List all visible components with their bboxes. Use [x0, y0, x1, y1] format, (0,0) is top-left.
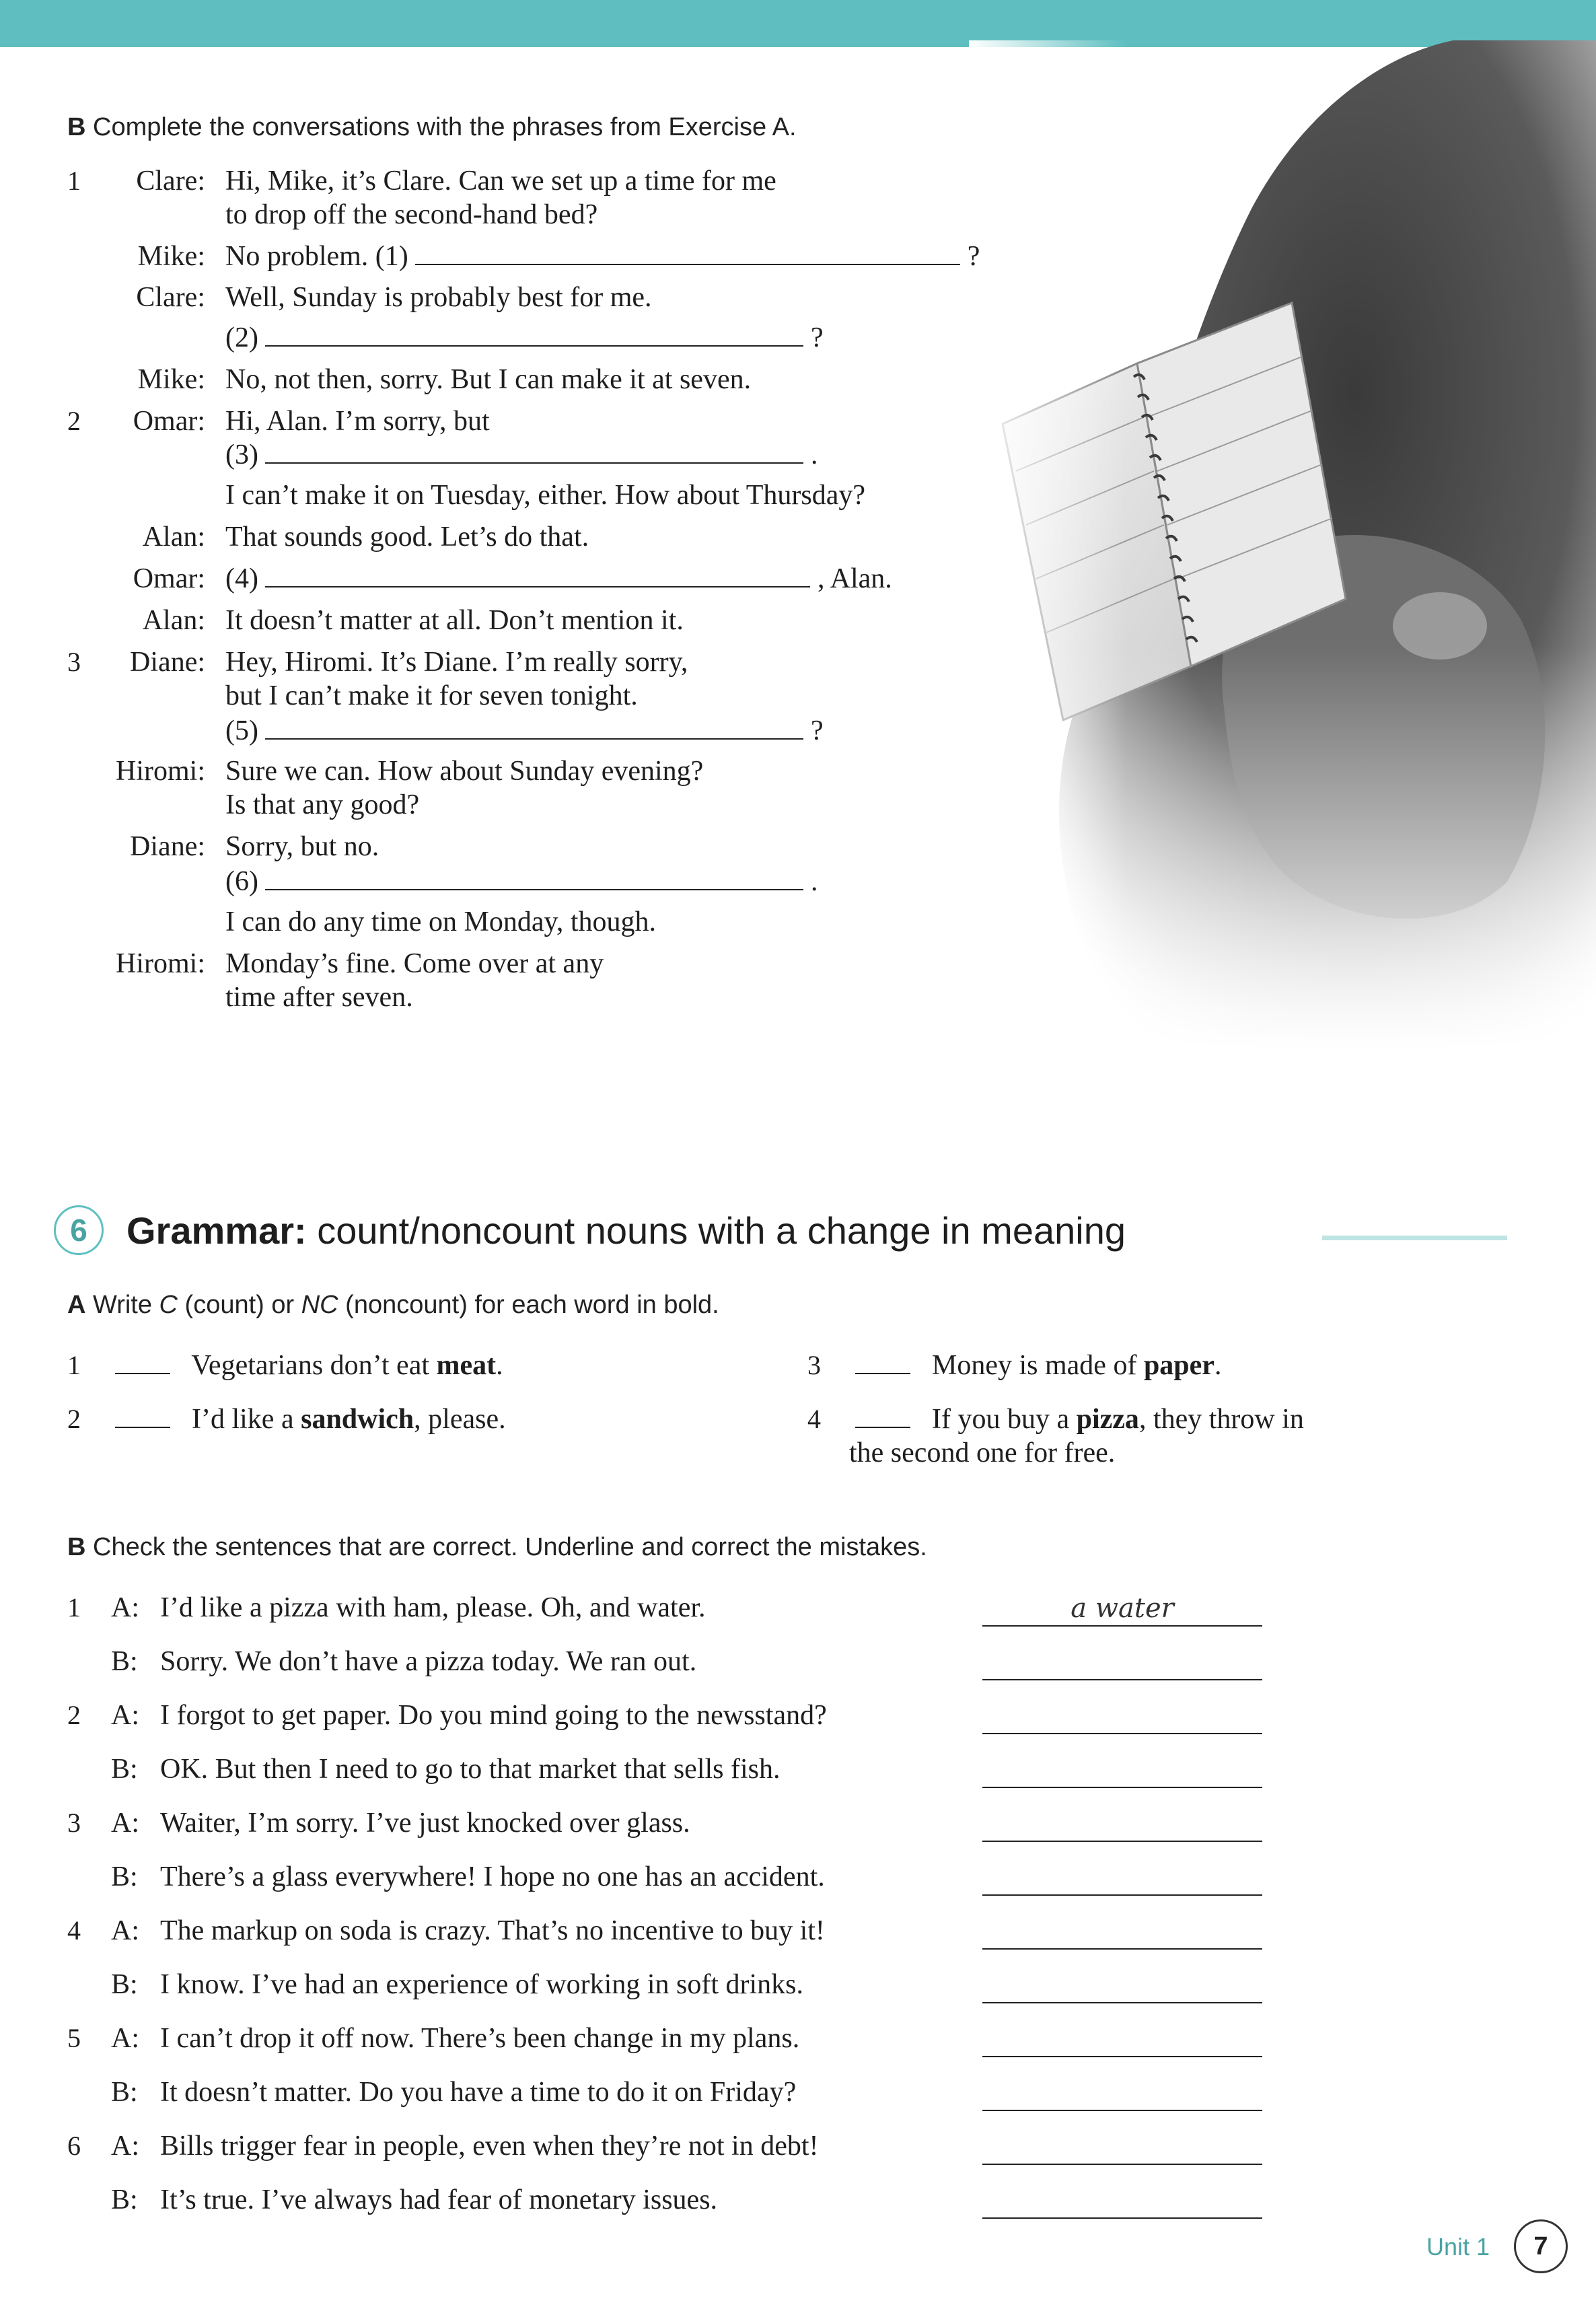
- speaker-label: Omar:: [133, 563, 205, 594]
- item-number: 2: [67, 1404, 81, 1434]
- correction-answer-line[interactable]: [982, 1625, 1262, 1627]
- dialogue-line-with-blank: [225, 715, 824, 747]
- exercise-a-letter: A: [67, 1291, 86, 1319]
- conversation-number: 1: [67, 166, 81, 196]
- dialogue-line-with-blank: [225, 240, 980, 273]
- blank-prefix: (2): [225, 322, 258, 353]
- speaker-label: B:: [111, 2077, 138, 2108]
- sentence-text: I can’t drop it off now. There’s been change in my plans.: [160, 2023, 800, 2054]
- page-number: 7: [1514, 2219, 1568, 2273]
- instruction-part: (count) or: [178, 1291, 301, 1319]
- cnc-blank-1[interactable]: [115, 1351, 170, 1374]
- sentence-text: I know. I’ve had an experience of working in soft drinks.: [160, 1969, 803, 2000]
- instruction-code-nc: NC: [301, 1291, 338, 1319]
- sentence-text: I’d like a pizza with ham, please. Oh, and water.: [160, 1592, 706, 1623]
- item-number: 5: [67, 2023, 81, 2053]
- item-text: Vegetarians don’t eat: [191, 1350, 437, 1381]
- speaker-label: Mike:: [137, 364, 205, 395]
- exercise-a-item: [807, 1403, 1304, 1435]
- sentence-text: It doesn’t matter. Do you have a time to do it on Friday?: [160, 2077, 797, 2108]
- item-number: 1: [67, 1592, 81, 1623]
- answer-blank-6[interactable]: [265, 867, 803, 890]
- section-title: [126, 1209, 1126, 1252]
- dialogue-line: No, not then, sorry. But I can make it at seven.: [225, 364, 752, 395]
- item-text: .: [496, 1350, 503, 1381]
- speaker-label: Alan:: [142, 605, 205, 636]
- exercise-b2-instruction: [67, 1533, 927, 1562]
- speaker-label: B:: [111, 1969, 138, 2000]
- item-text: , please.: [414, 1404, 506, 1435]
- speaker-label: A:: [111, 2023, 139, 2054]
- speaker-label: B:: [111, 1861, 138, 1892]
- speaker-label: Clare:: [136, 282, 205, 313]
- conversation-number: 2: [67, 406, 81, 436]
- blank-suffix: .: [810, 439, 818, 470]
- correction-answer-line[interactable]: [982, 2110, 1262, 2111]
- dialogue-line: Hi, Alan. I’m sorry, but: [225, 406, 490, 437]
- blank-suffix: ?: [810, 715, 824, 746]
- speaker-label: A:: [111, 2131, 139, 2162]
- dialogue-line-with-blank: [225, 563, 892, 595]
- speaker-label: A:: [111, 1915, 139, 1946]
- sentence-text: The markup on soda is crazy. That’s no incentive to buy it!: [160, 1915, 825, 1946]
- answer-blank-3[interactable]: [265, 441, 803, 464]
- dialogue-line: It doesn’t matter at all. Don’t mention it.: [225, 605, 684, 636]
- blank-suffix: ?: [967, 241, 980, 272]
- speaker-label: Alan:: [142, 522, 205, 553]
- item-number: 2: [67, 1700, 81, 1730]
- dialogue-line: Well, Sunday is probably best for me.: [225, 282, 652, 313]
- blank-prefix: No problem. (1): [225, 241, 408, 272]
- item-text: .: [1214, 1350, 1222, 1381]
- item-text: If you buy a: [932, 1404, 1077, 1435]
- answer-blank-1[interactable]: [415, 242, 960, 265]
- blank-prefix: (5): [225, 715, 258, 746]
- dialogue-line: Sorry, but no.: [225, 831, 379, 862]
- dialogue-line: time after seven.: [225, 982, 413, 1013]
- blank-prefix: (4): [225, 563, 258, 594]
- sentence-text: Sorry. We don’t have a pizza today. We ran out.: [160, 1646, 697, 1677]
- speaker-label: Omar:: [133, 406, 205, 437]
- instruction-part: (noncount) for each word in bold.: [338, 1291, 719, 1319]
- item-number: 6: [67, 2131, 81, 2161]
- speaker-label: Clare:: [136, 166, 205, 197]
- item-number: 3: [67, 1808, 81, 1838]
- exercise-a-item: [67, 1349, 503, 1382]
- item-number: 1: [67, 1350, 81, 1380]
- speaker-label: Diane:: [130, 831, 205, 862]
- section-title-bold: Grammar:: [126, 1209, 307, 1252]
- dialogue-line: I can do any time on Monday, though.: [225, 906, 656, 937]
- correction-answer-line[interactable]: [982, 1787, 1262, 1788]
- title-accent-rule: [1322, 1236, 1507, 1240]
- conversation-number: 3: [67, 647, 81, 677]
- instruction-code-c: C: [159, 1291, 178, 1319]
- instruction-part: Write: [93, 1291, 159, 1319]
- sentence-text: Bills trigger fear in people, even when they’re not in debt!: [160, 2131, 819, 2162]
- blank-suffix: .: [810, 866, 818, 897]
- item-number: 4: [807, 1404, 821, 1434]
- blank-suffix: , Alan.: [817, 563, 892, 594]
- cnc-blank-3[interactable]: [855, 1351, 910, 1374]
- correction-answer-line[interactable]: [982, 1679, 1262, 1680]
- speaker-label: B:: [111, 1646, 138, 1677]
- sentence-text: Waiter, I’m sorry. I’ve just knocked over glass.: [160, 1808, 690, 1839]
- exercise-b1-text: Complete the conversations with the phrases from Exercise A.: [93, 113, 797, 141]
- answer-blank-5[interactable]: [265, 717, 803, 740]
- exercise-a-item: [67, 1403, 506, 1435]
- speaker-label: Hiromi:: [116, 948, 205, 979]
- correction-answer-line[interactable]: [982, 1948, 1262, 1950]
- unit-label: Unit 1: [1426, 2233, 1490, 2260]
- item-bold-word: pizza: [1076, 1404, 1139, 1435]
- correction-answer-line[interactable]: [982, 1841, 1262, 1842]
- blank-suffix: ?: [810, 322, 824, 353]
- speaker-label: Hiromi:: [116, 756, 205, 787]
- item-text: I’d like a: [192, 1404, 301, 1435]
- answer-blank-2[interactable]: [265, 324, 803, 347]
- exercise-a-instruction: [67, 1291, 719, 1320]
- dialogue-line-with-blank: [225, 322, 824, 354]
- speaker-label: Mike:: [137, 241, 205, 272]
- planner-photo: [969, 40, 1596, 1050]
- item-bold-word: sandwich: [301, 1404, 414, 1435]
- item-number: 3: [807, 1350, 821, 1380]
- correction-answer-line[interactable]: [982, 1894, 1262, 1896]
- handwritten-answer: a water: [1071, 1593, 1174, 1624]
- item-bold-word: paper: [1143, 1350, 1214, 1381]
- sentence-text: There’s a glass everywhere! I hope no one has an accident.: [160, 1861, 825, 1892]
- sentence-text: OK. But then I need to go to that market that sells fish.: [160, 1754, 781, 1785]
- cnc-blank-4[interactable]: [855, 1405, 910, 1428]
- item-text-continued: the second one for free.: [849, 1437, 1116, 1468]
- item-number: 4: [67, 1915, 81, 1946]
- correction-answer-line[interactable]: [982, 2056, 1262, 2057]
- speaker-label: B:: [111, 1754, 138, 1785]
- sentence-text: It’s true. I’ve always had fear of monetary issues.: [160, 2184, 718, 2215]
- sentence-text: I forgot to get paper. Do you mind going to the newsstand?: [160, 1700, 827, 1731]
- speaker-label: Diane:: [130, 647, 205, 678]
- speaker-label: A:: [111, 1700, 139, 1731]
- section-title-rest: count/noncount nouns with a change in meaning: [306, 1209, 1126, 1252]
- speaker-label: A:: [111, 1808, 139, 1839]
- exercise-b2-letter: B: [67, 1533, 86, 1561]
- answer-blank-4[interactable]: [265, 565, 810, 587]
- dialogue-line: I can’t make it on Tuesday, either. How about Thursday?: [225, 480, 866, 511]
- dialogue-line: Monday’s fine. Come over at any: [225, 948, 604, 979]
- dialogue-line-with-blank: [225, 865, 818, 898]
- exercise-b2-text: Check the sentences that are correct. Underline and correct the mistakes.: [93, 1533, 927, 1561]
- dialogue-line: Sure we can. How about Sunday evening?: [225, 756, 704, 787]
- dialogue-line: Hi, Mike, it’s Clare. Can we set up a time for me: [225, 166, 776, 197]
- blank-prefix: (6): [225, 866, 258, 897]
- exercise-a-item: [807, 1349, 1221, 1382]
- dialogue-line: to drop off the second-hand bed?: [225, 199, 598, 230]
- correction-answer-line[interactable]: [982, 2002, 1262, 2003]
- exercise-b1-letter: B: [67, 113, 86, 141]
- correction-answer-line[interactable]: [982, 2164, 1262, 2165]
- dialogue-line: That sounds good. Let’s do that.: [225, 522, 589, 553]
- item-text: , they throw in: [1138, 1404, 1304, 1435]
- exercise-b1-instruction: [67, 113, 797, 142]
- dialogue-line: but I can’t make it for seven tonight.: [225, 680, 638, 711]
- dialogue-line: Hey, Hiromi. It’s Diane. I’m really sorry,: [225, 647, 688, 678]
- speaker-label: B:: [111, 2184, 138, 2215]
- dialogue-line-with-blank: [225, 439, 818, 471]
- item-text: Money is made of: [932, 1350, 1144, 1381]
- dialogue-line: Is that any good?: [225, 789, 420, 820]
- correction-answer-line[interactable]: [982, 2217, 1262, 2219]
- correction-answer-line[interactable]: [982, 1733, 1262, 1734]
- section-number-badge: 6: [54, 1205, 104, 1255]
- speaker-label: A:: [111, 1592, 139, 1623]
- blank-prefix: (3): [225, 439, 258, 470]
- item-bold-word: meat: [436, 1350, 497, 1381]
- cnc-blank-2[interactable]: [115, 1405, 170, 1428]
